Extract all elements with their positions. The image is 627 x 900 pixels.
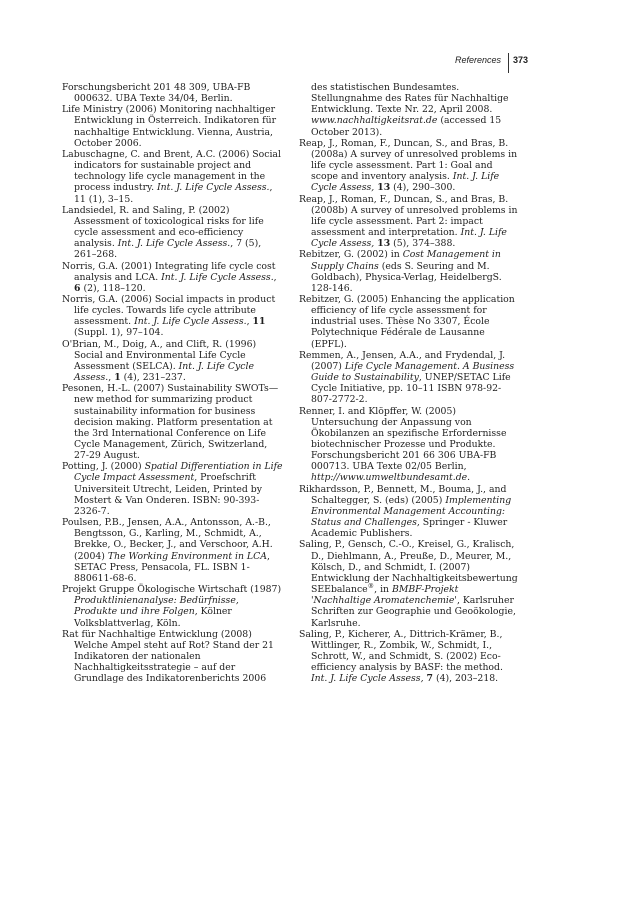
running-head-section: References bbox=[454, 55, 501, 65]
reference-entry: Rebitzer, G. (2002) in Cost Management in Supply Chains (eds S. Seuring and M. Goldbach), Physica-Verlag, HeidelbergS. 128-146. bbox=[299, 249, 502, 294]
reference-entry: Norris, G.A. (2001) Integrating life cycle cost analysis and LCA. Int. J. Life Cycle Assess., 6 (2), 118–120. bbox=[62, 260, 277, 294]
reference-entry: Poulsen, P.B., Jensen, A.A., Antonsson, A.-B., Bengtsson, G., Karling, M., Schmidt, A., Brekke, O., Becker, J., and Verschoor, A.H. (2004) The Working Environment in LCA, SETAC Press, Pensacola, FL. ISBN 1-880611-68-6. bbox=[62, 517, 273, 584]
reference-entry: Rat für Nachhaltige Entwicklung (2008) Welche Ampel steht auf Rot? Stand der 21 Indikatoren der nationalen Nachhaltigkeitsstrategie – auf der Grundlage des Indikatorenberichts 2006 bbox=[62, 628, 274, 685]
reference-entry: Pesonen, H.-L. (2007) Sustainability SWOTs—new method for summarizing product sustainability information for business decision making. Platform presentation at the 3rd International Conference on Life Cycle Management, Zürich, Switzerland, 27-29 August. bbox=[62, 383, 279, 462]
reference-entry: Life Ministry (2006) Monitoring nachhaltiger Entwicklung in Österreich. Indikatoren für nachhaltige Entwicklung. Vienna, Austria, October 2006. bbox=[62, 104, 277, 149]
registered-mark: ® bbox=[367, 581, 375, 590]
references-right-column bbox=[299, 82, 521, 684]
reference-entry: Saling, P., Kicherer, A., Dittrich-Krämer, B., Wittlinger, R., Zombik, W., Schmidt, I., Schrott, W., and Schmidt, S. (2002) Eco-efficiency analysis by BASF: the method. Int. J. Life Cycle Assess, 7 (4), 203–218. bbox=[299, 628, 503, 685]
reference-entry: Rebitzer, G. (2005) Enhancing the application efficiency of life cycle assessment for industrial uses. Thèse No 3307, École Polytechnique Fédérale de Lausanne (EPFL). bbox=[299, 293, 515, 350]
reference-entry: Reap, J., Roman, F., Duncan, S., and Bras, B. (2008b) A survey of unresolved problems in life cycle assessment. Part 2: impact assessment and interpretation. Int. J. Life Cycle Assess, 13 (5), 374–388. bbox=[299, 193, 518, 250]
reference-entry: Projekt Gruppe Ökologische Wirtschaft (1987) Produktlinienanalyse: Bedürfnisse, Produkte und ihre Folgen, Kölner Volksblattverlag, Köln. bbox=[62, 584, 282, 629]
reference-entry: Landsiedel, R. and Saling, P. (2002) Assessment of toxicological risks for life cycle assessment and eco-efficiency analysis. Int. J. Life Cycle Assess., 7 (5), 261–268. bbox=[62, 204, 264, 261]
references-left-column bbox=[62, 82, 284, 684]
reference-url: www.nachhaltigkeitsrat.de bbox=[311, 115, 438, 127]
reference-entry: Remmen, A., Jensen, A.A., and Frydendal, J. (2007) Life Cycle Management. A Business Guide to Sustainability, UNEP/SETAC Life Cycle Initiative, pp. 10–11 ISBN 978-92-807-2772-2. bbox=[299, 349, 515, 406]
reference-entry-continued: des statistischen Bundesamtes. Stellungnahme des Rates für Nachhaltige Entwicklung. Texte Nr. 22, April 2008. www.nachhaltigkeitsrat.de (accessed 15 October 2013). bbox=[311, 82, 509, 138]
reference-url: http://www.umweltbundesamt.de bbox=[311, 472, 468, 484]
reference-entry: Norris, G.A. (2006) Social impacts in product life cycles. Towards life cycle attribute assessment. Int. J. Life Cycle Assess., 11 (Suppl. 1), 97–104. bbox=[62, 293, 276, 339]
reference-entry: Rikhardsson, P., Bennett, M., Bouma, J., and Schaltegger, S. (eds) (2005) Implementing Environmental Management Accounting: Status and Challenges, Springer - Kluwer Academic Publishers. bbox=[299, 483, 512, 540]
running-header bbox=[0, 53, 627, 73]
reference-entry: Renner, I. and Klöpffer, W. (2005) Untersuchung der Anpassung von Ökobilanzen an spezifische Erfordernisse biotechnischer Prozesse und Produkte. Forschungsbericht 201 66 306 UBA-FB 000713. UBA Texte 02/05 Berlin, http://www.umweltbundesamt.de. bbox=[299, 405, 507, 484]
reference-entry: Saling, P., Gensch, C.-O., Kreisel, G., Kralisch, D., Diehlmann, A., Preuße, D., Meurer, M., Kölsch, D., and Schmidt, I. (2007) Entwicklung der Nachhaltigkeitsbewertung SEEbalance®, in BMBF-Projekt 'Nachhaltige Aromatenchemie', Karlsruher Schriften zur Geographie und Geoökologie, Karlsruhe. bbox=[299, 539, 518, 629]
reference-entry: Labuschagne, C. and Brent, A.C. (2006) Social indicators for sustainable project and technology life cycle management in the process industry. Int. J. Life Cycle Assess., 11 (1), 3–15. bbox=[62, 148, 281, 205]
reference-entry: Potting, J. (2000) Spatial Differentiation in Life Cycle Impact Assessment, Proefschrift Universiteit Utrecht, Leiden, Printed by Mostert & Van Onderen. ISBN: 90-393-2326-7. bbox=[62, 461, 283, 517]
reference-entry: O'Brian, M., Doig, A., and Clift, R. (1996) Social and Environmental Life Cycle Assessment (SELCA). Int. J. Life Cycle Assess., 1 (4), 231–237. bbox=[62, 338, 257, 384]
page-number: 373 bbox=[513, 55, 529, 65]
header-divider bbox=[508, 53, 509, 73]
reference-entry: Reap, J., Roman, F., Duncan, S., and Bras, B. (2008a) A survey of unresolved problems in life cycle assessment. Part 1: Goal and scope and inventory analysis. Int. J. Life Cycle Assess, 13 (4), 290–300. bbox=[299, 137, 518, 194]
reference-entry: Forschungsbericht 201 48 309, UBA-FB 000632. UBA Texte 34/04, Berlin. bbox=[62, 82, 251, 105]
